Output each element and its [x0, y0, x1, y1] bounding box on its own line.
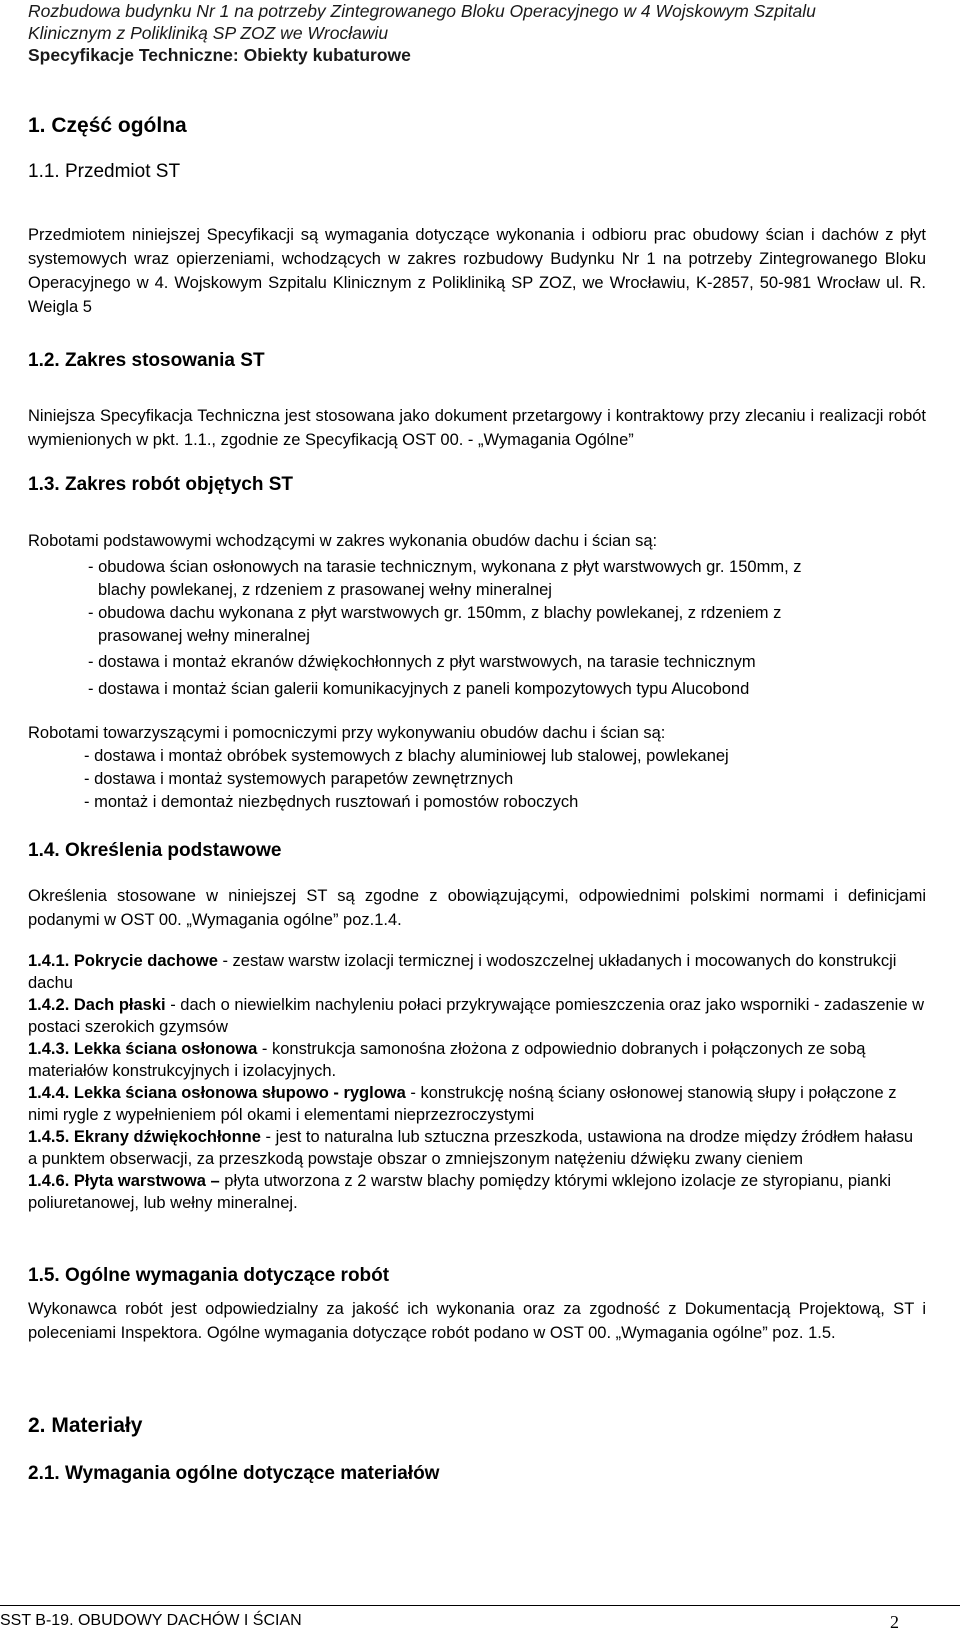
footer-page-number: 2 — [890, 1612, 899, 1632]
section-1-3-intro: Robotami podstawowymi wchodzącymi w zakres wykonania obudów dachu i ścian są: — [28, 532, 658, 550]
definition-item — [28, 1038, 926, 1082]
section-2-heading: 2. Materiały — [28, 1414, 143, 1437]
definition-number: 1.4.3. — [28, 1040, 70, 1058]
header-project-line1: Rozbudowa budynku Nr 1 na potrzeby Zintegrowanego Bloku Operacyjnego w 4 Wojskowym Szpitalu — [28, 1, 816, 21]
definition-item — [28, 994, 926, 1038]
list-item: - dostawa i montaż ekranów dźwiękochłonnych z płyt warstwowych, na tarasie technicznym — [88, 653, 756, 671]
section-1-4-body: Określenia stosowane w niniejszej ST są zgodne z obowiązującymi, odpowiednimi polskimi normami i definicjami podanymi w OST 00. „Wymagania ogólne” poz.1.4. — [28, 887, 926, 929]
definition-text: - dach o niewielkim nachyleniu połaci przykrywające pomieszczenia oraz jako wsporniki - zadaszenie w postaci szerokich gzymsów — [28, 996, 925, 1036]
definition-number: 1.4.1. — [28, 952, 70, 970]
list-item: blachy powlekanej, z rdzeniem z prasowanej wełny mineralnej — [98, 581, 552, 599]
page-header — [28, 0, 938, 66]
list-item: - montaż i demontaż niezbędnych rusztowań i pomostów roboczych — [84, 793, 579, 811]
section-1-3-heading: 1.3. Zakres robót objętych ST — [28, 474, 294, 495]
section-1-4-heading: 1.4. Określenia podstawowe — [28, 840, 282, 861]
footer-document-code: SST B-19. OBUDOWY DACHÓW I ŚCIAN — [0, 1612, 302, 1629]
definition-term: Dach płaski — [73, 996, 166, 1014]
section-1-5-body: Wykonawca robót jest odpowiedzialny za jakość ich wykonania oraz za zgodność z Dokumentacją Projektową, ST i poleceniami Inspektora. Ogólne wymagania dotyczące robót podano w OST 00. „Wymagania ogólne” poz. 1.5. — [28, 1300, 926, 1342]
section-1-2-body: Niniejsza Specyfikacja Techniczna jest stosowana jako dokument przetargowy i kontraktowy przy zlecaniu i realizacji robót wymienionych w pkt. 1.1., zgodnie ze Specyfikacją OST 00. - „Wymagania Ogólne” — [28, 407, 926, 449]
footer-rule — [0, 1605, 960, 1606]
auxiliary-works-list — [84, 745, 729, 814]
definition-text: - zestaw warstw izolacji termicznej i wodoszczelnej układanych i mocowanych do konstrukcji dachu — [28, 952, 897, 992]
list-item: - dostawa i montaż ścian galerii komunikacyjnych z paneli kompozytowych typu Alucobond — [88, 680, 750, 698]
header-spec-title: Specyfikacje Techniczne: Obiekty kubaturowe — [28, 45, 411, 65]
definition-term: Pokrycie dachowe — [73, 952, 218, 970]
list-item: - obudowa dachu wykonana z płyt warstwowych gr. 150mm, z blachy powlekanej, z rdzeniem z — [88, 604, 782, 622]
definition-term: Ekrany dźwiękochłonne — [73, 1128, 261, 1146]
definition-number: 1.4.4. — [28, 1084, 70, 1102]
section-1-2-heading: 1.2. Zakres stosowania ST — [28, 350, 265, 371]
header-project-line2: Klinicznym z Polikliniką SP ZOZ we Wrocławiu — [28, 23, 389, 43]
list-item: - obudowa ścian osłonowych na tarasie technicznym, wykonana z płyt warstwowych gr. 150mm, z — [88, 558, 802, 576]
section-1-heading: 1. Część ogólna — [28, 114, 187, 137]
definition-item — [28, 1082, 926, 1126]
section-2-1-heading: 2.1. Wymagania ogólne dotyczące materiałów — [28, 1463, 440, 1484]
list-item: - dostawa i montaż obróbek systemowych z blachy aluminiowej lub stalowej, powlekanej — [84, 747, 729, 765]
section-1-5-heading: 1.5. Ogólne wymagania dotyczące robót — [28, 1265, 390, 1286]
definitions-list — [28, 950, 926, 1214]
definition-text: - konstrukcja samonośna złożona z odpowiednio dobranych i połączonych ze sobą materiałów konstrukcyjnych i izolacyjnych. — [28, 1040, 866, 1080]
definition-text: - konstrukcję nośną ściany osłonowej stanowią słupy i połączone z nimi rygle z wypełnieniem pól okami i elementami nieprzezroczystymi — [28, 1084, 897, 1124]
basic-works-list — [88, 556, 802, 701]
definition-number: 1.4.2. — [28, 996, 70, 1014]
list-item: - dostawa i montaż systemowych parapetów zewnętrznych — [84, 770, 514, 788]
section-1-1-heading: 1.1. Przedmiot ST — [28, 161, 181, 182]
definition-text: - jest to naturalna lub sztuczna przeszkoda, ustawiona na drodze między źródłem hałasu a punktem obserwacji, za przeszkodą powstaje obszar o zmniejszonym natężeniu dźwięku zwany cieniem — [28, 1128, 914, 1168]
list-item: prasowanej wełny mineralnej — [98, 627, 310, 645]
section-1-3-intro2: Robotami towarzyszącymi i pomocniczymi przy wykonywaniu obudów dachu i ścian są: — [28, 724, 666, 742]
definition-number: 1.4.5. — [28, 1128, 70, 1146]
definition-number: 1.4.6. — [28, 1172, 70, 1190]
definition-item — [28, 1170, 926, 1214]
section-1-1-body: Przedmiotem niniejszej Specyfikacji są wymagania dotyczące wykonania i odbioru prac obudowy ścian i dachów z płyt systemowych wraz opierzeniami, wchodzących w zakres rozbudowy Budynku Nr 1 na potrzeby Zintegrowanego Bloku Operacyjnego w 4. Wojskowym Szpitalu Klinicznym z Polikliniką SP ZOZ, we Wrocławiu, K-2857, 50-981 Wrocław ul. R. Weigla 5 — [28, 226, 926, 316]
definition-item — [28, 950, 926, 994]
definition-term: Płyta warstwowa – — [73, 1172, 220, 1190]
definition-item — [28, 1126, 926, 1170]
definition-term: Lekka ściana osłonowa słupowo - ryglowa — [73, 1084, 406, 1102]
definition-text: płyta utworzona z 2 warstw blachy pomiędzy którymi wklejono izolacje ze styropianu, pianki poliuretanowej, lub wełny mineralnej. — [28, 1172, 891, 1212]
definition-term: Lekka ściana osłonowa — [73, 1040, 258, 1058]
